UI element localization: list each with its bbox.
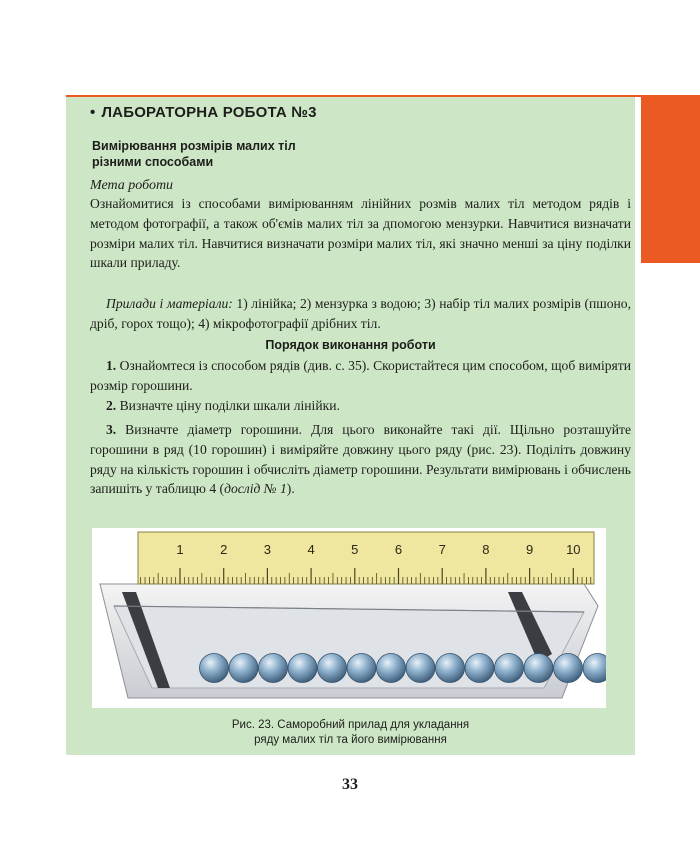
ruler-label: 6 bbox=[394, 542, 403, 557]
step-1-text: Ознайомтеся із способом рядів (див. с. 35). Скористайтеся цим способом, щоб виміряти розмір горошини. bbox=[90, 358, 631, 393]
figure-23 bbox=[92, 528, 606, 708]
ruler-label: 2 bbox=[220, 542, 228, 557]
step-3-number: 3. bbox=[106, 422, 117, 437]
pea bbox=[259, 654, 288, 683]
ruler-label: 4 bbox=[307, 542, 315, 557]
goal-text: Ознайомитися із способами вимірюванням лінійних розмів малих тіл методом рядів і методом фотографії, а також об'ємів малих тіл за дпомогою мензурки. Навчитися визначати розміри малих тіл. Навчитися визначати розміри малих тіл, які значно менші за ціну поділки шкали приладу. bbox=[90, 196, 631, 271]
step-2-number: 2. bbox=[106, 398, 117, 413]
pea bbox=[347, 654, 376, 683]
step-3-text: Визначте діаметр горошини. Для цього виконайте такі дії. Щільно розташуйте горошини в ряд (10 горошин) і виміряйте довжину цього ряду (рис. 23). Поділіть довжину ряду на кількість горошин і обчисліть діаметр горошини. Результати вимірювань і обчислень запишіть у таблицю 4 ( bbox=[90, 422, 631, 497]
goal-label: Мета роботи bbox=[90, 178, 174, 193]
pea bbox=[495, 654, 524, 683]
step-3 bbox=[90, 420, 631, 499]
ruler-label: 8 bbox=[482, 542, 490, 557]
pea bbox=[200, 654, 229, 683]
pea bbox=[524, 654, 553, 683]
pea bbox=[554, 654, 583, 683]
equipment-paragraph bbox=[90, 294, 631, 334]
pea bbox=[318, 654, 347, 683]
step-1-number: 1. bbox=[106, 358, 117, 373]
heading-bullet: • bbox=[90, 104, 96, 121]
lab-heading bbox=[90, 104, 317, 121]
pea bbox=[229, 654, 258, 683]
pea bbox=[465, 654, 494, 683]
step-3-end: ). bbox=[286, 481, 295, 497]
heading-title: ЛАБОРАТОРНА РОБОТА №3 bbox=[101, 104, 317, 121]
step-2-text: Визначте ціну поділки шкали лінійки. bbox=[116, 398, 340, 413]
step-3-italic: дослід № 1 bbox=[224, 481, 287, 497]
ruler-body bbox=[138, 532, 594, 584]
ruler-label: 9 bbox=[525, 542, 534, 557]
procedure-title: Порядок виконання роботи bbox=[265, 338, 436, 352]
pea bbox=[436, 654, 465, 683]
ruler-label: 7 bbox=[438, 542, 446, 557]
step-2 bbox=[90, 396, 631, 416]
equipment-label: Прилади і матеріали: bbox=[106, 296, 233, 311]
ruler-label: 5 bbox=[351, 542, 359, 557]
step-1 bbox=[90, 356, 631, 396]
ruler bbox=[138, 532, 594, 584]
pea bbox=[583, 654, 606, 683]
ruler-label: 10 bbox=[566, 542, 581, 557]
page-number: 33 bbox=[342, 776, 358, 793]
pea bbox=[377, 654, 406, 683]
caption-line1: Рис. 23. Саморобний прилад для укладання bbox=[231, 719, 470, 731]
subtitle-line2: різними способами bbox=[92, 155, 214, 169]
pea bbox=[288, 654, 317, 683]
equipment-text: 1) лінійка; 2) мензурка з водою; 3) набір тіл малих розмірів (пшоно, дріб, горох тощо); 4) мікрофотографії дрібних тіл. bbox=[90, 296, 631, 331]
lab-subtitle bbox=[92, 138, 352, 170]
ruler-label: 3 bbox=[263, 542, 272, 557]
pea bbox=[406, 654, 435, 683]
ruler-tray-illustration bbox=[92, 528, 606, 708]
subtitle-line1: Вимірювання розмірів малих тіл bbox=[92, 139, 296, 153]
figure-caption bbox=[66, 718, 635, 748]
orange-tab bbox=[641, 95, 700, 263]
caption-line2: ряду малих тіл та його вимірювання bbox=[254, 734, 447, 746]
ruler-label: 1 bbox=[176, 542, 184, 557]
